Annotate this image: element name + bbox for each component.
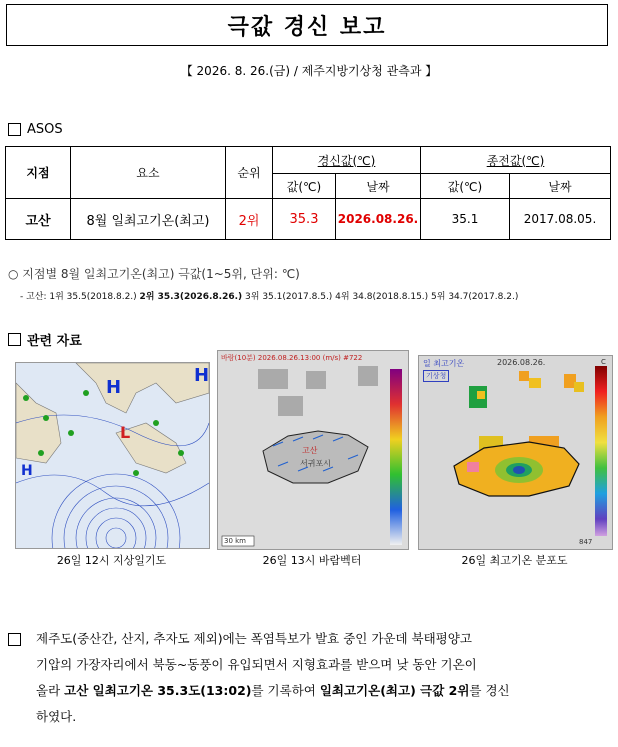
section-asos-label: ASOS	[27, 122, 63, 137]
wind-label-gosan: 고산	[302, 446, 318, 455]
surface-weather-chart-image	[16, 363, 209, 548]
summary-line-3c: 를 기록하여	[251, 683, 320, 698]
svg-text:H: H	[21, 463, 33, 479]
temp-map-date: 2026.08.26.	[497, 358, 546, 367]
wind-label-seogwipo: 서귀포시	[300, 459, 331, 468]
asos-table	[5, 146, 611, 240]
note-prefix: - 고산: 1위 35.5(2018.8.2.)	[20, 292, 140, 302]
summary-line-1: 제주도(중산간, 산지, 추자도 제외)에는 폭염특보가 발효 중인 가운데 북태평양고	[36, 631, 472, 646]
square-bullet-icon	[8, 333, 21, 346]
wind-scale-bar: 30 km	[224, 537, 247, 545]
title-text: 극값 경신 보고	[227, 14, 387, 40]
report-title	[6, 4, 608, 46]
section-related-label: 관련 자료	[27, 334, 82, 349]
header-old-value: 종전값(℃)	[421, 147, 611, 174]
report-subtitle: 【 2026. 8. 26.(금) / 제주지방기상청 관측과 】	[180, 64, 438, 78]
cell-rank: 2위	[226, 199, 273, 240]
svg-text:H: H	[106, 377, 122, 398]
summary-highlight-extreme: 일최고기온(최고) 극값 2위	[319, 683, 470, 698]
cell-new-date: 2026.08.26.	[336, 199, 421, 240]
cell-station: 고산	[6, 199, 71, 240]
figure-caption-wind: 26일 13시 바람벡터	[262, 554, 362, 567]
header-rank: 순위	[226, 147, 273, 199]
section-related	[8, 330, 82, 349]
summary-line-4: 하였다.	[36, 709, 77, 724]
summary-line-2: 기압의 가장자리에서 북동~동풍이 유입되면서 지형효과를 받으며 낮 동안 기온이	[36, 657, 477, 672]
cell-old-date: 2017.08.05.	[510, 199, 611, 240]
cell-element: 8월 일최고기온(최고)	[71, 199, 226, 240]
header-new-date: 날짜	[336, 174, 421, 199]
max-temp-map	[418, 355, 613, 550]
header-new-val: 값(℃)	[273, 174, 336, 199]
square-bullet-icon	[8, 633, 21, 646]
extreme-note-detail	[20, 289, 518, 302]
svg-text:H: H	[194, 365, 209, 386]
temp-map-header: 일 최고기온	[423, 359, 465, 368]
header-station: 지점	[6, 147, 71, 199]
summary-highlight-gosan: 고산 일최고기온 35.3도(13:02)	[64, 683, 252, 698]
summary-line-3a: 올라	[36, 683, 65, 698]
cell-old-value: 35.1	[421, 199, 510, 240]
wind-vector-map	[217, 350, 409, 550]
max-temp-image	[419, 356, 612, 549]
svg-text:L: L	[120, 423, 131, 442]
header-old-val: 값(℃)	[421, 174, 510, 199]
figure-caption-surface: 26일 12시 지상일기도	[56, 554, 167, 567]
header-old-date: 날짜	[510, 174, 611, 199]
figure-caption-temp: 26일 최고기온 분포도	[461, 554, 568, 567]
surface-weather-chart	[15, 362, 210, 549]
kma-tag: 기상청	[423, 370, 449, 382]
header-element: 요소	[71, 147, 226, 199]
temp-map-unit: C	[601, 358, 606, 366]
square-bullet-icon	[8, 123, 21, 136]
note-highlight: 2위 35.3(2026.8.26.)	[139, 292, 243, 302]
temp-map-corner: 847	[579, 538, 593, 546]
summary-line-3e: 를 경신	[469, 683, 510, 698]
summary-line-3	[8, 678, 608, 704]
header-new-value: 경신값(℃)	[273, 147, 421, 174]
wind-map-header: 바람(10분) 2026.08.26.13:00 (m/s) #722	[221, 354, 363, 362]
summary-paragraph	[8, 626, 608, 730]
cell-new-value: 35.3	[273, 199, 336, 240]
section-asos	[8, 122, 63, 137]
note-suffix: 3위 35.1(2017.8.5.) 4위 34.8(2018.8.15.) 5위 34.7(2017.8.2.)	[242, 292, 519, 302]
extreme-note-title: ○ 지점별 8월 일최고기온(최고) 극값(1~5위, 단위: ℃)	[8, 267, 300, 281]
table-row	[6, 199, 611, 240]
